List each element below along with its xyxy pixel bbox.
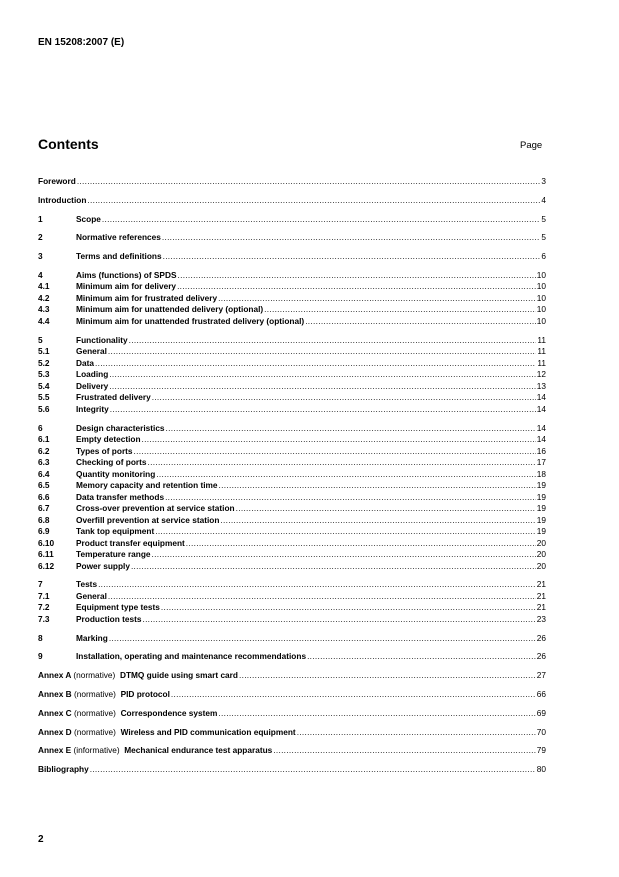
- toc-entry-number: 6.11: [38, 549, 54, 560]
- toc-entry[interactable]: [38, 404, 546, 416]
- toc-entry-number: 7: [38, 579, 43, 590]
- toc-entry-title: Introduction: [38, 194, 87, 205]
- toc-entry[interactable]: [38, 358, 546, 370]
- dot-leader: [218, 708, 535, 720]
- toc-entry-page: 10: [536, 281, 546, 292]
- dot-leader: [109, 381, 535, 393]
- toc-entry[interactable]: [38, 423, 546, 435]
- toc-entry-page: 11: [537, 334, 546, 345]
- toc-entry-page: 23: [536, 613, 546, 624]
- toc-entry[interactable]: [38, 392, 546, 404]
- dot-leader: [152, 392, 536, 404]
- toc-entry-page: 13: [536, 380, 546, 391]
- toc-entry-page: 69: [536, 707, 546, 718]
- toc-entry[interactable]: [38, 434, 546, 446]
- toc-entry[interactable]: [38, 614, 546, 626]
- toc-entry[interactable]: [38, 195, 546, 207]
- toc-entry-page: 16: [536, 445, 546, 456]
- toc-entry-title: Minimum aim for unattended delivery (optional): [76, 304, 264, 315]
- toc-entry-number: 1: [38, 213, 43, 224]
- toc-entry-page: 20: [536, 549, 546, 560]
- toc-entry-number: 7.1: [38, 590, 50, 601]
- toc-entry[interactable]: [38, 346, 546, 358]
- dot-leader: [218, 293, 536, 305]
- annex-label: Annex A: [38, 670, 72, 681]
- toc-entry-number: 4.1: [38, 281, 50, 292]
- toc-entry-number: 6.6: [38, 491, 50, 502]
- toc-entry-number: 6.1: [38, 434, 50, 445]
- dot-leader: [134, 446, 536, 458]
- toc-entry-number: 3: [38, 251, 43, 262]
- toc-entry-page: 4: [541, 194, 546, 205]
- toc-entry-title: Product transfer equipment: [76, 537, 185, 548]
- toc-entry[interactable]: [38, 369, 546, 381]
- toc-entry-number: 4.3: [38, 304, 50, 315]
- annex-label: Annex B: [38, 689, 72, 700]
- toc-entry-page: 66: [536, 689, 546, 700]
- toc-annex-entry[interactable]: [38, 689, 546, 701]
- toc-entry-number: 9: [38, 651, 43, 662]
- dot-leader: [171, 689, 536, 701]
- annex-kind: (normative): [73, 707, 116, 718]
- toc-entry-page: 14: [536, 422, 546, 433]
- toc-entry[interactable]: [38, 579, 546, 591]
- dot-leader: [108, 591, 536, 603]
- toc-entry-number: 5.5: [38, 392, 50, 403]
- toc-entry-title: Minimum aim for delivery: [76, 281, 177, 292]
- annex-title: PID protocol: [120, 689, 170, 700]
- toc-entry-title: [38, 708, 217, 720]
- annex-label: Annex D: [38, 726, 72, 737]
- toc-entry[interactable]: [38, 293, 546, 305]
- toc-entry-page: 26: [536, 632, 546, 643]
- toc-entry-title: Equipment type tests: [76, 602, 160, 613]
- dot-leader: [109, 633, 536, 645]
- toc-entry[interactable]: [38, 469, 546, 481]
- dot-leader: [177, 281, 536, 293]
- dot-leader: [162, 232, 541, 244]
- toc-entry-page: 19: [536, 491, 546, 502]
- toc-entry[interactable]: [38, 503, 546, 515]
- toc-entry[interactable]: [38, 651, 546, 663]
- toc-entry-page: 27: [536, 670, 546, 681]
- toc-entry-number: 5.6: [38, 403, 50, 414]
- toc-entry[interactable]: [38, 526, 546, 538]
- dot-leader: [98, 579, 536, 591]
- toc-entry-page: 18: [536, 468, 546, 479]
- toc-entry[interactable]: [38, 602, 546, 614]
- toc-entry-title: Tests: [76, 579, 98, 590]
- toc-entry-number: 6.7: [38, 503, 50, 514]
- toc-entry-page: 11: [537, 346, 546, 357]
- dot-leader: [131, 561, 536, 573]
- toc-entry-title: Data transfer methods: [76, 491, 165, 502]
- toc-entry-number: 4: [38, 269, 43, 280]
- toc-entry[interactable]: [38, 591, 546, 603]
- toc-entry-page: 14: [536, 403, 546, 414]
- dot-leader: [102, 214, 540, 226]
- dot-leader: [305, 316, 536, 328]
- toc-entry[interactable]: [38, 270, 546, 282]
- dot-leader: [219, 480, 536, 492]
- toc-entry-page: 10: [536, 304, 546, 315]
- dot-leader: [186, 538, 536, 550]
- toc-entry[interactable]: [38, 176, 546, 188]
- dot-leader: [110, 404, 536, 416]
- toc-entry-page: 20: [536, 537, 546, 548]
- annex-title: Wireless and PID communication equipment: [120, 726, 296, 737]
- toc-entry-number: 6.8: [38, 514, 50, 525]
- dot-leader: [129, 335, 537, 347]
- toc-entry-title: Memory capacity and retention time: [76, 480, 218, 491]
- toc-entry-number: 8: [38, 632, 43, 643]
- toc-entry[interactable]: [38, 281, 546, 293]
- toc-entry[interactable]: [38, 214, 546, 226]
- toc-entry-number: 5.1: [38, 346, 50, 357]
- toc-entry-title: General: [76, 346, 107, 357]
- toc-entry-page: 11: [537, 357, 546, 368]
- toc-entry-page: 5: [541, 213, 546, 224]
- standard-id: EN 15208:2007 (E): [38, 37, 125, 48]
- toc-entry[interactable]: [38, 232, 546, 244]
- dot-leader: [161, 602, 536, 614]
- annex-title: DTMQ guide using smart card: [119, 670, 238, 681]
- toc-entry-page: 20: [536, 560, 546, 571]
- toc-entry-page: 6: [541, 251, 546, 262]
- toc-entry-page: 21: [536, 602, 546, 613]
- toc-entry[interactable]: [38, 561, 546, 573]
- dot-leader: [77, 176, 541, 188]
- toc-entry-title: Empty detection: [76, 434, 141, 445]
- dot-leader: [163, 251, 541, 263]
- toc-entry-number: 6.5: [38, 480, 50, 491]
- toc-entry-title: Bibliography: [38, 764, 89, 775]
- toc-entry-number: 6.4: [38, 468, 50, 479]
- toc-entry[interactable]: [38, 316, 546, 328]
- dot-leader: [239, 670, 536, 682]
- toc-entry-page: 19: [536, 503, 546, 514]
- toc-entry-page: 19: [536, 526, 546, 537]
- toc-entry-title: Delivery: [76, 380, 109, 391]
- toc-entry-number: 6.10: [38, 537, 55, 548]
- toc-entry-title: [38, 745, 272, 757]
- toc-entry-title: Data: [76, 357, 94, 368]
- toc-entry-number: 6: [38, 422, 43, 433]
- toc-entry-number: 7.2: [38, 602, 50, 613]
- dot-leader: [142, 614, 535, 626]
- toc-entry-number: 4.4: [38, 315, 50, 326]
- toc-entry[interactable]: [38, 381, 546, 393]
- dot-leader: [90, 764, 536, 776]
- dot-leader: [155, 526, 536, 538]
- toc-annex-entry[interactable]: [38, 670, 546, 682]
- toc-entry-page: 10: [536, 315, 546, 326]
- toc-entry-title: Minimum aim for unattended frustrated delivery (optional): [76, 315, 305, 326]
- toc-entry-page: 14: [536, 392, 546, 403]
- toc-entry[interactable]: [38, 480, 546, 492]
- dot-leader: [178, 270, 536, 282]
- toc-entry-page: 5: [541, 232, 546, 243]
- dot-leader: [236, 503, 536, 515]
- toc-entry-title: [38, 689, 170, 701]
- toc-entry-page: 19: [536, 514, 546, 525]
- annex-kind: (normative): [73, 726, 116, 737]
- dot-leader: [152, 549, 536, 561]
- dot-leader: [264, 304, 536, 316]
- annex-label: Annex C: [38, 707, 72, 718]
- annex-kind: (normative): [73, 670, 116, 681]
- toc-entry-title: Foreword: [38, 176, 76, 186]
- annex-title: Mechanical endurance test apparatus: [124, 745, 273, 756]
- dot-leader: [108, 346, 536, 358]
- toc-entry-page: 79: [536, 745, 546, 756]
- toc-entry-page: 14: [536, 434, 546, 445]
- toc-entry-title: Installation, operating and maintenance recommendations: [76, 651, 307, 662]
- toc-entry[interactable]: [38, 251, 546, 263]
- dot-leader: [297, 727, 536, 739]
- toc-entry-title: Terms and definitions: [76, 251, 162, 262]
- toc-entry-page: 80: [536, 764, 546, 775]
- dot-leader: [220, 515, 535, 527]
- toc-entry-number: 5.3: [38, 369, 50, 380]
- toc-entry-title: Overfill prevention at service station: [76, 514, 220, 525]
- dot-leader: [142, 434, 536, 446]
- toc-entry-page: 21: [536, 590, 546, 601]
- contents-title: Contents: [38, 136, 99, 152]
- toc-entry-title: Design characteristics: [76, 422, 165, 433]
- annex-kind: (normative): [73, 689, 116, 700]
- toc-entry[interactable]: [38, 549, 546, 561]
- toc-entry[interactable]: [38, 457, 546, 469]
- toc-entry-title: Marking: [76, 632, 108, 643]
- toc-entry-title: Power supply: [76, 560, 130, 571]
- dot-leader: [165, 492, 536, 504]
- toc-entry-page: 26: [536, 651, 546, 662]
- dot-leader: [166, 423, 536, 435]
- toc-entry-page: 10: [536, 269, 546, 280]
- toc-entry-title: Aims (functions) of SPDS: [76, 269, 177, 280]
- toc-annex-entry[interactable]: [38, 708, 546, 720]
- toc-entry-title: Types of ports: [76, 445, 133, 456]
- toc-entry[interactable]: [38, 446, 546, 458]
- toc-entry-number: 2: [38, 232, 43, 243]
- toc-entry-page: 12: [536, 369, 546, 380]
- toc-entry-number: 4.2: [38, 292, 50, 303]
- toc-entry-title: Minimum aim for frustrated delivery: [76, 292, 218, 303]
- dot-leader: [156, 469, 535, 481]
- toc-entry-title: Integrity: [76, 403, 109, 414]
- dot-leader: [273, 745, 536, 757]
- page-column-label: Page: [520, 140, 543, 151]
- table-of-contents: [38, 176, 546, 776]
- toc-entry-number: 5: [38, 334, 43, 345]
- toc-entry-title: Cross-over prevention at service station: [76, 503, 235, 514]
- toc-entry-title: Production tests: [76, 613, 142, 624]
- dot-leader: [87, 195, 540, 207]
- annex-title: Correspondence system: [120, 707, 218, 718]
- annex-kind: (informative): [73, 745, 120, 756]
- toc-entry-title: Scope: [76, 213, 101, 224]
- toc-annex-entry[interactable]: [38, 745, 546, 757]
- toc-entry[interactable]: [38, 515, 546, 527]
- toc-entry-title: Normative references: [76, 232, 161, 243]
- toc-entry[interactable]: [38, 538, 546, 550]
- toc-entry[interactable]: [38, 633, 546, 645]
- toc-entry-title: General: [76, 590, 107, 601]
- toc-entry-title: Loading: [76, 369, 109, 380]
- dot-leader: [95, 358, 536, 370]
- toc-entry-page: 19: [536, 480, 546, 491]
- toc-entry-title: Checking of ports: [76, 457, 147, 468]
- toc-entry-page: 10: [536, 292, 546, 303]
- annex-label: Annex E: [38, 745, 72, 756]
- toc-entry-number: 6.3: [38, 457, 50, 468]
- toc-entry-number: 6.12: [38, 560, 55, 571]
- toc-entry-title: Temperature range: [76, 549, 151, 560]
- dot-leader: [307, 651, 536, 663]
- page-number: 2: [38, 834, 44, 845]
- toc-entry-number: 6.9: [38, 526, 50, 537]
- toc-entry-title: [38, 670, 238, 682]
- toc-entry-title: Tank top equipment: [76, 526, 155, 537]
- toc-entry-number: 7.3: [38, 613, 50, 624]
- toc-entry[interactable]: [38, 335, 546, 347]
- toc-entry-number: 5.2: [38, 357, 50, 368]
- toc-entry-title: [38, 727, 296, 739]
- dot-leader: [109, 369, 536, 381]
- toc-entry-number: 6.2: [38, 445, 50, 456]
- toc-annex-entry[interactable]: [38, 727, 546, 739]
- toc-entry-page: 3: [541, 176, 546, 186]
- toc-entry-title: Frustrated delivery: [76, 392, 151, 403]
- toc-entry-number: 5.4: [38, 380, 50, 391]
- toc-entry-page: 17: [536, 457, 546, 468]
- toc-entry[interactable]: [38, 492, 546, 504]
- toc-entry-page: 70: [536, 726, 546, 737]
- toc-entry-title: Functionality: [76, 334, 128, 345]
- toc-entry-title: Quantity monitoring: [76, 468, 156, 479]
- dot-leader: [148, 457, 536, 469]
- toc-entry[interactable]: [38, 304, 546, 316]
- toc-bibliography-entry[interactable]: [38, 764, 546, 776]
- toc-entry-page: 21: [536, 579, 546, 590]
